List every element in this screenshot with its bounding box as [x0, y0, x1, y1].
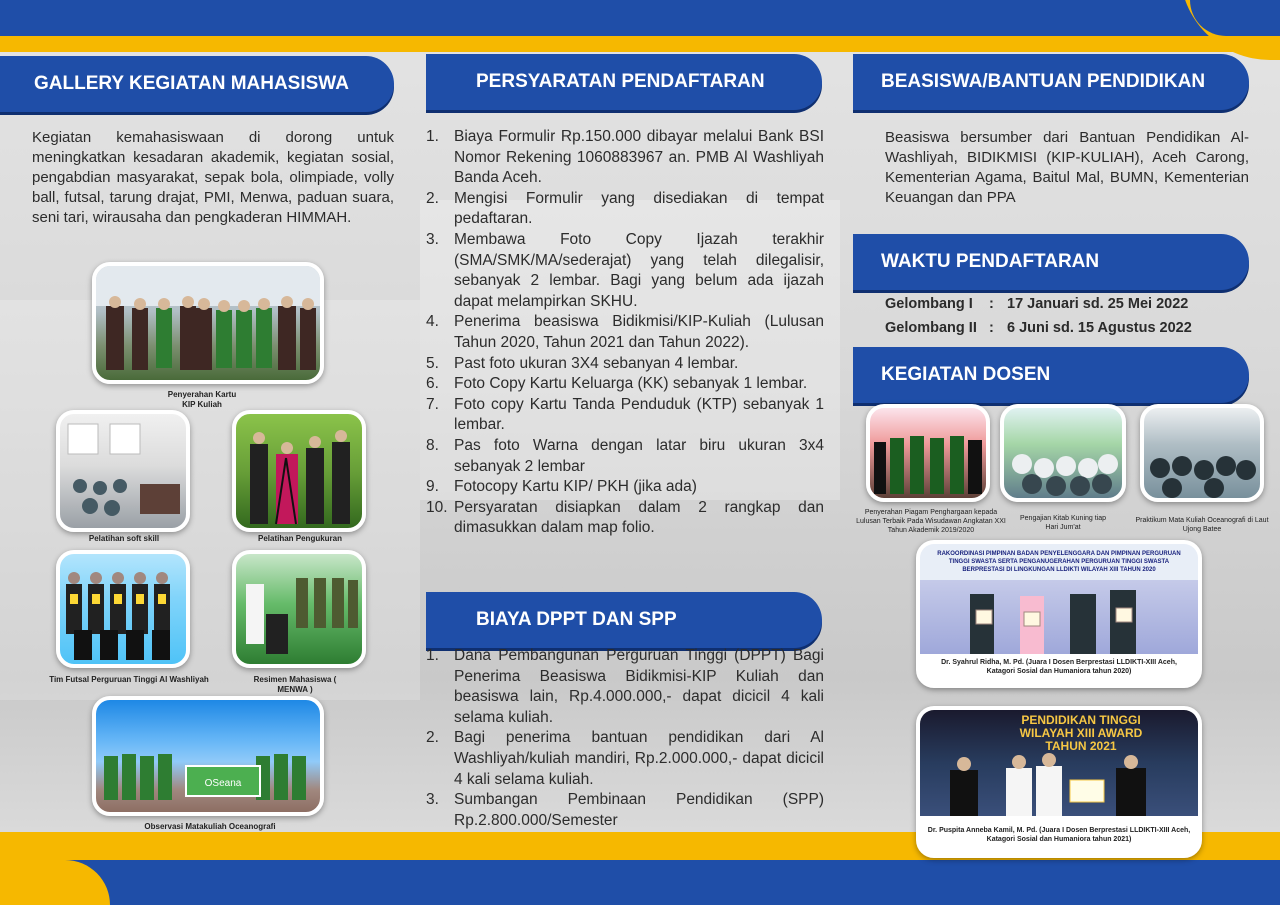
- gelombang-1-date: 17 Januari sd. 25 Mei 2022: [1007, 296, 1189, 312]
- caption-kitab: Pengajian Kitab Kuning tiap Hari Jum'at: [1020, 515, 1107, 531]
- caption-kip: Penyerahan Kartu KIP Kuliah: [167, 390, 237, 409]
- gelombang-1-separator: :: [989, 296, 994, 312]
- gelombang-1: [885, 296, 1245, 312]
- graduation-illustration: [870, 408, 986, 498]
- persyaratan-item-number: 6.: [426, 375, 439, 393]
- persyaratan-item: [426, 436, 824, 477]
- biaya-item-number: 2.: [426, 729, 439, 747]
- photo-kitab: [1000, 404, 1126, 502]
- gelombang-2: [885, 320, 1245, 336]
- persyaratan-item: [426, 374, 824, 395]
- survey-illustration: [236, 414, 362, 528]
- waktu-title: WAKTU PENDAFTARAN: [881, 251, 1100, 272]
- banner-text: OSeana: [204, 778, 242, 789]
- caption-futsal: Tim Futsal Perguruan Tinggi Al Washliyah: [49, 675, 209, 684]
- photo-syahrul: [916, 540, 1202, 688]
- award-banner-text: PENDIDIKAN TINGGI WILAYAH XIII AWARD TAHUN 2021: [1019, 713, 1143, 753]
- photo-praktikum: [1140, 404, 1264, 502]
- persyaratan-item-text: Persyaratan disiapkan dalam 2 rangkap dan dimasukkan dalam map folio.: [454, 498, 824, 537]
- persyaratan-item-number: 9.: [426, 478, 439, 496]
- rakor-banner: RAKOORDINASI PIMPINAN BADAN PENYELENGGARA DAN PIMPINAN PERGURUAN TINGGI SWASTA SERTA PENGANUGERAHAN PERGURUAN TINGGI SWASTA BERPRESTASI DI LINGKUNGAN LLDIKTI WILAYAH XIII TAHUN 2020: [920, 544, 1198, 580]
- persyaratan-item: [426, 230, 824, 312]
- photo-kip-kuliah: [92, 262, 324, 384]
- biaya-item-text: Sumbangan Pembinaan Pendidikan (SPP) Rp.2.800.000/Semester: [454, 791, 824, 829]
- classroom-illustration: [60, 414, 186, 528]
- award-ceremony-illustration: [920, 580, 1198, 654]
- biaya-title: BIAYA DPPT DAN SPP: [476, 609, 677, 630]
- waktu-header: [853, 234, 1249, 290]
- persyaratan-title: PERSYARATAN PENDAFTARAN: [476, 71, 765, 92]
- biaya-item-number: 1.: [426, 647, 439, 664]
- beasiswa-paragraph: Beasiswa bersumber dari Bantuan Pendidikan Al-Washliyah, BIDIKMISI (KIP-KULIAH), Aceh Carong, Kementerian Agama, Baitul Mal, BUMN, Kementerian Keuangan dan PPA: [885, 129, 1249, 206]
- persyaratan-item-number: 10.: [426, 498, 448, 516]
- beasiswa-header: [853, 54, 1249, 110]
- award-banner: [920, 710, 1198, 816]
- gelombang-2-separator: :: [989, 320, 994, 336]
- persyaratan-item-number: 2.: [426, 189, 439, 207]
- persyaratan-item-text: Penerima beasiswa Bidikmisi/KIP-Kuliah (Lulusan Tahun 2020, Tahun 2021 dan Tahun 2022).: [454, 313, 824, 351]
- gelombang-1-label: Gelombang I: [885, 296, 973, 312]
- award-stage-illustration: [920, 710, 1198, 816]
- photo-soft-skill: [56, 410, 190, 532]
- persyaratan-item: [426, 395, 824, 436]
- study-group-illustration: [1004, 408, 1122, 498]
- caption-puspita: Dr. Puspita Anneba Kamil, M. Pd. (Juara I Dosen Berprestasi LLDIKTI-XIII Aceh, Katagori Sosial dan Humaniora tahun 2021): [927, 827, 1191, 843]
- photo-piagam: [866, 404, 990, 502]
- persyaratan-item-number: 3.: [426, 230, 439, 248]
- persyaratan-item: [426, 477, 824, 498]
- persyaratan-item-text: Fotocopy Kartu KIP/ PKH (jika ada): [454, 478, 697, 496]
- persyaratan-item: [426, 354, 824, 375]
- caption-praktikum: Praktikum Mata Kuliah Oceanografi di Laut Ujong Batee: [1135, 517, 1269, 533]
- caption-soft-skill: Pelatihan soft skill: [88, 534, 160, 543]
- persyaratan-item-text: Foto copy Kartu Tanda Penduduk (KTP) sebanyak 1 lembar.: [454, 395, 824, 434]
- persyaratan-item-number: 4.: [426, 313, 439, 331]
- caption-pengukuran: Pelatihan Pengukuran: [257, 534, 343, 543]
- photo-puspita: [916, 706, 1202, 858]
- caption-piagam: Penyerahan Piagam Penghargaan kepada Lulusan Terbaik Pada Wisudawan Angkatan XXI Tahun Akademik 2019/2020: [856, 509, 1006, 534]
- biaya-item-text: Dana Pembangunan Perguruan Tinggi (DPPT) Bagi Penerima Beasiswa Bidikmisi-KIP Kuliah dan beasiswa lain, Rp.4.000.000,- dapat dicicil 4 kali selama kuliah.: [454, 647, 824, 726]
- menwa-illustration: [236, 554, 362, 664]
- biaya-list: [426, 646, 824, 831]
- persyaratan-item-number: 1.: [426, 128, 439, 145]
- dosen-header: [853, 347, 1249, 403]
- biaya-item: [426, 790, 824, 831]
- persyaratan-item-text: Foto Copy Kartu Keluarga (KK) sebanyak 1 lembar.: [454, 375, 808, 393]
- dosen-title: KEGIATAN DOSEN: [881, 364, 1051, 385]
- field-practice-illustration: [1144, 408, 1260, 498]
- persyaratan-item: [426, 189, 824, 230]
- photo-futsal: [56, 550, 190, 668]
- caption-syahrul: Dr. Syahrul Ridha, M. Pd. (Juara I Dosen Berprestasi LLDIKTI-XIII Aceh, Katagori Sosial dan Humaniora tahun 2020): [941, 659, 1177, 675]
- persyaratan-item-text: Biaya Formulir Rp.150.000 dibayar melalui Bank BSI Nomor Rekening 1060883967 an. PMB Al Washliyah Banda Aceh.: [454, 128, 824, 187]
- top-yellow-band: [0, 36, 1280, 52]
- caption-menwa: Resimen Mahasiswa ( MENWA ): [253, 675, 337, 694]
- persyaratan-item-text: Mengisi Formulir yang disediakan di tempat pedaftaran.: [454, 189, 824, 228]
- team-illustration: [60, 554, 186, 664]
- gelombang-2-label: Gelombang II: [885, 320, 977, 336]
- persyaratan-item-text: Past foto ukuran 3X4 sebanyan 4 lembar.: [454, 354, 739, 372]
- photo-menwa: [232, 550, 366, 668]
- bottom-blue-band: [0, 860, 1280, 905]
- persyaratan-item-text: Membawa Foto Copy Ijazah terakhir (SMA/SMK/MA/sederajat) yang telah dilegalisir, sebanyak 2 lembar. Bagi yang belum ada ijazah dapat melampirkan SKHU.: [454, 230, 824, 310]
- beach-group-illustration: [96, 700, 320, 812]
- persyaratan-item-number: 7.: [426, 395, 439, 413]
- biaya-item-text: Bagi penerima bantuan pendidikan dari Al Washliyah/kuliah mandiri, Rp.2.000.000,- dapat dicicil 4 kali selama kuliah.: [454, 729, 824, 788]
- persyaratan-item-text: Pas foto Warna dengan latar biru ukuran 3x4 sebanyak 2 lembar: [454, 436, 824, 475]
- top-blue-band: [0, 0, 1280, 36]
- gallery-paragraph: Kegiatan kemahasiswaan di dorong untuk meningkatkan kesadaran akademik, kegiatan sosial, pengabdian masyarakat, sepak bola, olimpiade, volly ball, futsal, tarung drajat, PMI, Menwa, paduan suara, seni tari, wirausaha dan pengkaderan HIMMAH.: [32, 129, 394, 226]
- biaya-item: [426, 728, 824, 790]
- gelombang-2-date: 6 Juni sd. 15 Agustus 2022: [1007, 320, 1192, 336]
- persyaratan-item: [426, 312, 824, 353]
- beasiswa-title: BEASISWA/BANTUAN PENDIDIKAN: [881, 71, 1206, 92]
- persyaratan-item-number: 5.: [426, 354, 439, 372]
- persyaratan-header: [426, 54, 822, 110]
- persyaratan-item-number: 8.: [426, 436, 439, 454]
- biaya-header: [426, 592, 822, 648]
- persyaratan-list: [426, 127, 824, 539]
- photo-pengukuran: [232, 410, 366, 532]
- people-illustration: [96, 266, 320, 380]
- caption-observasi: Observasi Matakuliah Oceanografi: [144, 822, 276, 831]
- biaya-item-number: 3.: [426, 791, 439, 809]
- persyaratan-item: [426, 498, 824, 539]
- persyaratan-item: [426, 127, 824, 189]
- photo-observasi: [92, 696, 324, 816]
- biaya-item: [426, 646, 824, 728]
- gallery-header: [0, 56, 394, 112]
- gallery-title: GALLERY KEGIATAN MAHASISWA: [34, 73, 349, 94]
